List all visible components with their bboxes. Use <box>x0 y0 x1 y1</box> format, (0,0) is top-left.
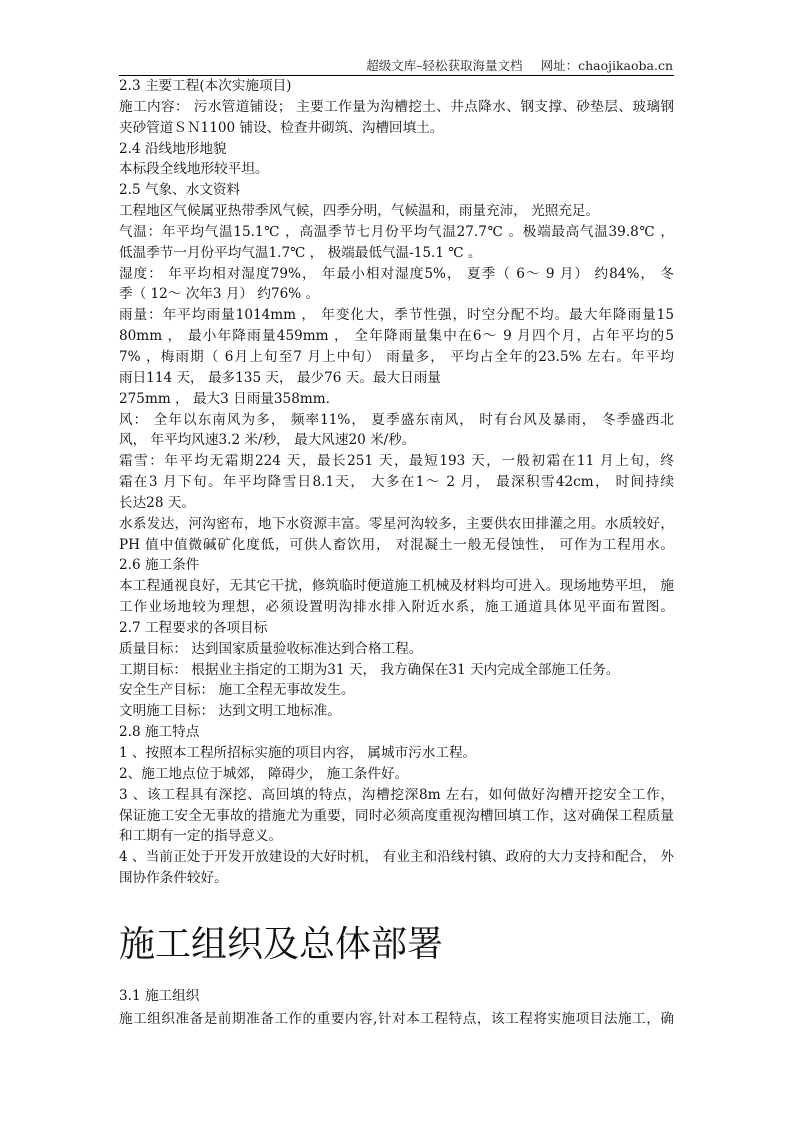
paragraph-line: 80mm ， 最小年降雨量459mm ， 全年降雨量集中在6～ 9 月四个月，占年平均的5 <box>119 328 674 345</box>
paragraph-line: 2、施工地点位于城郊， 障碍少， 施工条件好。 <box>119 765 409 782</box>
paragraph-line: 安全生产目标： 施工全程无事故发生。 <box>119 682 355 699</box>
document-body <box>119 76 674 889</box>
paragraph-line: 本标段全线地形较平坦。 <box>119 161 269 178</box>
section-heading: 3.1 施工组织 <box>119 988 200 1004</box>
paragraph-line: 季（ 12～ 次年3 月） 约76% 。 <box>119 286 320 303</box>
section-heading: 2.8 施工特点 <box>119 724 200 741</box>
chapter-title: 施工组织及总体部署 <box>119 924 444 965</box>
paragraph-line: 湿度： 年平均相对湿度79%， 年最小相对湿度5%， 夏季（ 6～ 9 月） 约84%， 冬 <box>119 265 674 282</box>
section-heading: 2.4 沿线地形地貌 <box>119 140 227 157</box>
paragraph-line: 工作业场地较为理想，必须设置明沟排水排入附近水系，施工通道具体见平面布置图。 <box>119 599 674 616</box>
section-heading: 2.3 主要工程(本次实施项目) <box>119 78 292 94</box>
paragraph-line: 工程地区气候属亚热带季风气候，四季分明，气候温和，雨量充沛， 光照充足。 <box>119 203 600 220</box>
paragraph-line: 气温：年平均气温15.1℃ ，高温季节七月份平均气温27.7℃ 。极端最高气温39.8℃ ， <box>119 223 674 240</box>
header-url: 网址：chaojikaoba.cn <box>540 58 673 73</box>
paragraph-line: 和工期有一定的指导意义。 <box>119 828 283 845</box>
section-heading: 2.5 气象、水文资料 <box>119 182 241 199</box>
paragraph-line: 3 、该工程具有深挖、高回填的特点，沟槽挖深8m 左右，如何做好沟槽开挖安全工作， <box>119 786 674 803</box>
paragraph-line: 本工程通视良好，无其它干扰，修筑临时便道施工机械及材料均可进入。现场地势平坦， 施 <box>119 578 674 595</box>
paragraph-line: PH 值中值微碱矿化度低，可供人畜饮用， 对混凝土一般无侵蚀性， 可作为工程用水。 <box>119 536 674 553</box>
paragraph-line: 质量目标： 达到国家质量验收标准达到合格工程。 <box>119 640 423 657</box>
paragraph-line: 雨量：年平均雨量1014mm ， 年变化大，季节性强，时空分配不均。最大年降雨量15 <box>119 307 674 324</box>
page-header <box>119 56 673 74</box>
paragraph-line: 霜在3 月下旬。年平均降雪日8.1天， 大多在1～ 2 月， 最深积雪42cm， 时间持续 <box>119 474 674 491</box>
paragraph-line: 长达28 天。 <box>119 494 195 511</box>
paragraph-line: 施工组织准备是前期准备工作的重要内容,针对本工程特点，该工程将实施项目法施工，确 <box>119 1011 674 1027</box>
paragraph-line: 保证施工安全无事故的措施尤为重要，同时必须高度重视沟槽回填工作，这对确保工程质量 <box>119 807 674 824</box>
paragraph-line: 低温季节一月份平均气温1.7℃ ， 极端最低气温-15.1 ℃ 。 <box>119 244 482 261</box>
header-site-name: 超级文库–轻松获取海量文档 <box>366 58 523 73</box>
paragraph-line: 霜雪：年平均无霜期224 天，最长251 天，最短193 天，一般初霜在11 月上旬，终 <box>119 453 674 470</box>
section-heading: 2.6 施工条件 <box>119 557 200 574</box>
paragraph-line: 工期目标： 根据业主指定的工期为31 天， 我方确保在31 天内完成全部施工任务。 <box>119 661 620 678</box>
section-heading: 2.7 工程要求的各项目标 <box>119 619 268 636</box>
paragraph-line: 夹砂管道ＳＮ1100 铺设、检查井砌筑、沟槽回填土。 <box>119 119 444 136</box>
paragraph-line: 风， 年平均风速3.2 米/秒， 最大风速20 米/秒。 <box>119 432 416 449</box>
paragraph-line: 风： 全年以东南风为多， 频率11%， 夏季盛东南风， 时有台风及暴雨， 冬季盛西北 <box>119 411 674 428</box>
paragraph-line: 雨日114 天， 最多135 天， 最少76 天。最大日雨量 <box>119 369 441 386</box>
paragraph-line: 文明施工目标： 达到文明工地标准。 <box>119 703 341 720</box>
paragraph-line: 水系发达，河沟密布，地下水资源丰富。零星河沟较多，主要供农田排灌之用。水质较好， <box>119 515 674 532</box>
paragraph-line: 7% ，梅雨期（ 6月上旬至7 月上中旬） 雨量多， 平均占全年的23.5% 左右。年平均 <box>119 348 674 365</box>
section-3-1 <box>119 985 674 1031</box>
paragraph-line: 施工内容： 污水管道铺设； 主要工作量为沟槽挖土、井点降水、钢支撑、砂垫层、玻璃钢 <box>119 98 674 115</box>
paragraph-line: 4 、当前正处于开发开放建设的大好时机， 有业主和沿线村镇、政府的大力支持和配合， 外 <box>119 849 674 866</box>
paragraph-line: 1 、按照本工程所招标实施的项目内容， 属城市污水工程。 <box>119 745 477 761</box>
paragraph-line: 275mm ， 最大3 日雨量358mm. <box>119 390 330 407</box>
paragraph-line: 围协作条件较好。 <box>119 870 228 887</box>
